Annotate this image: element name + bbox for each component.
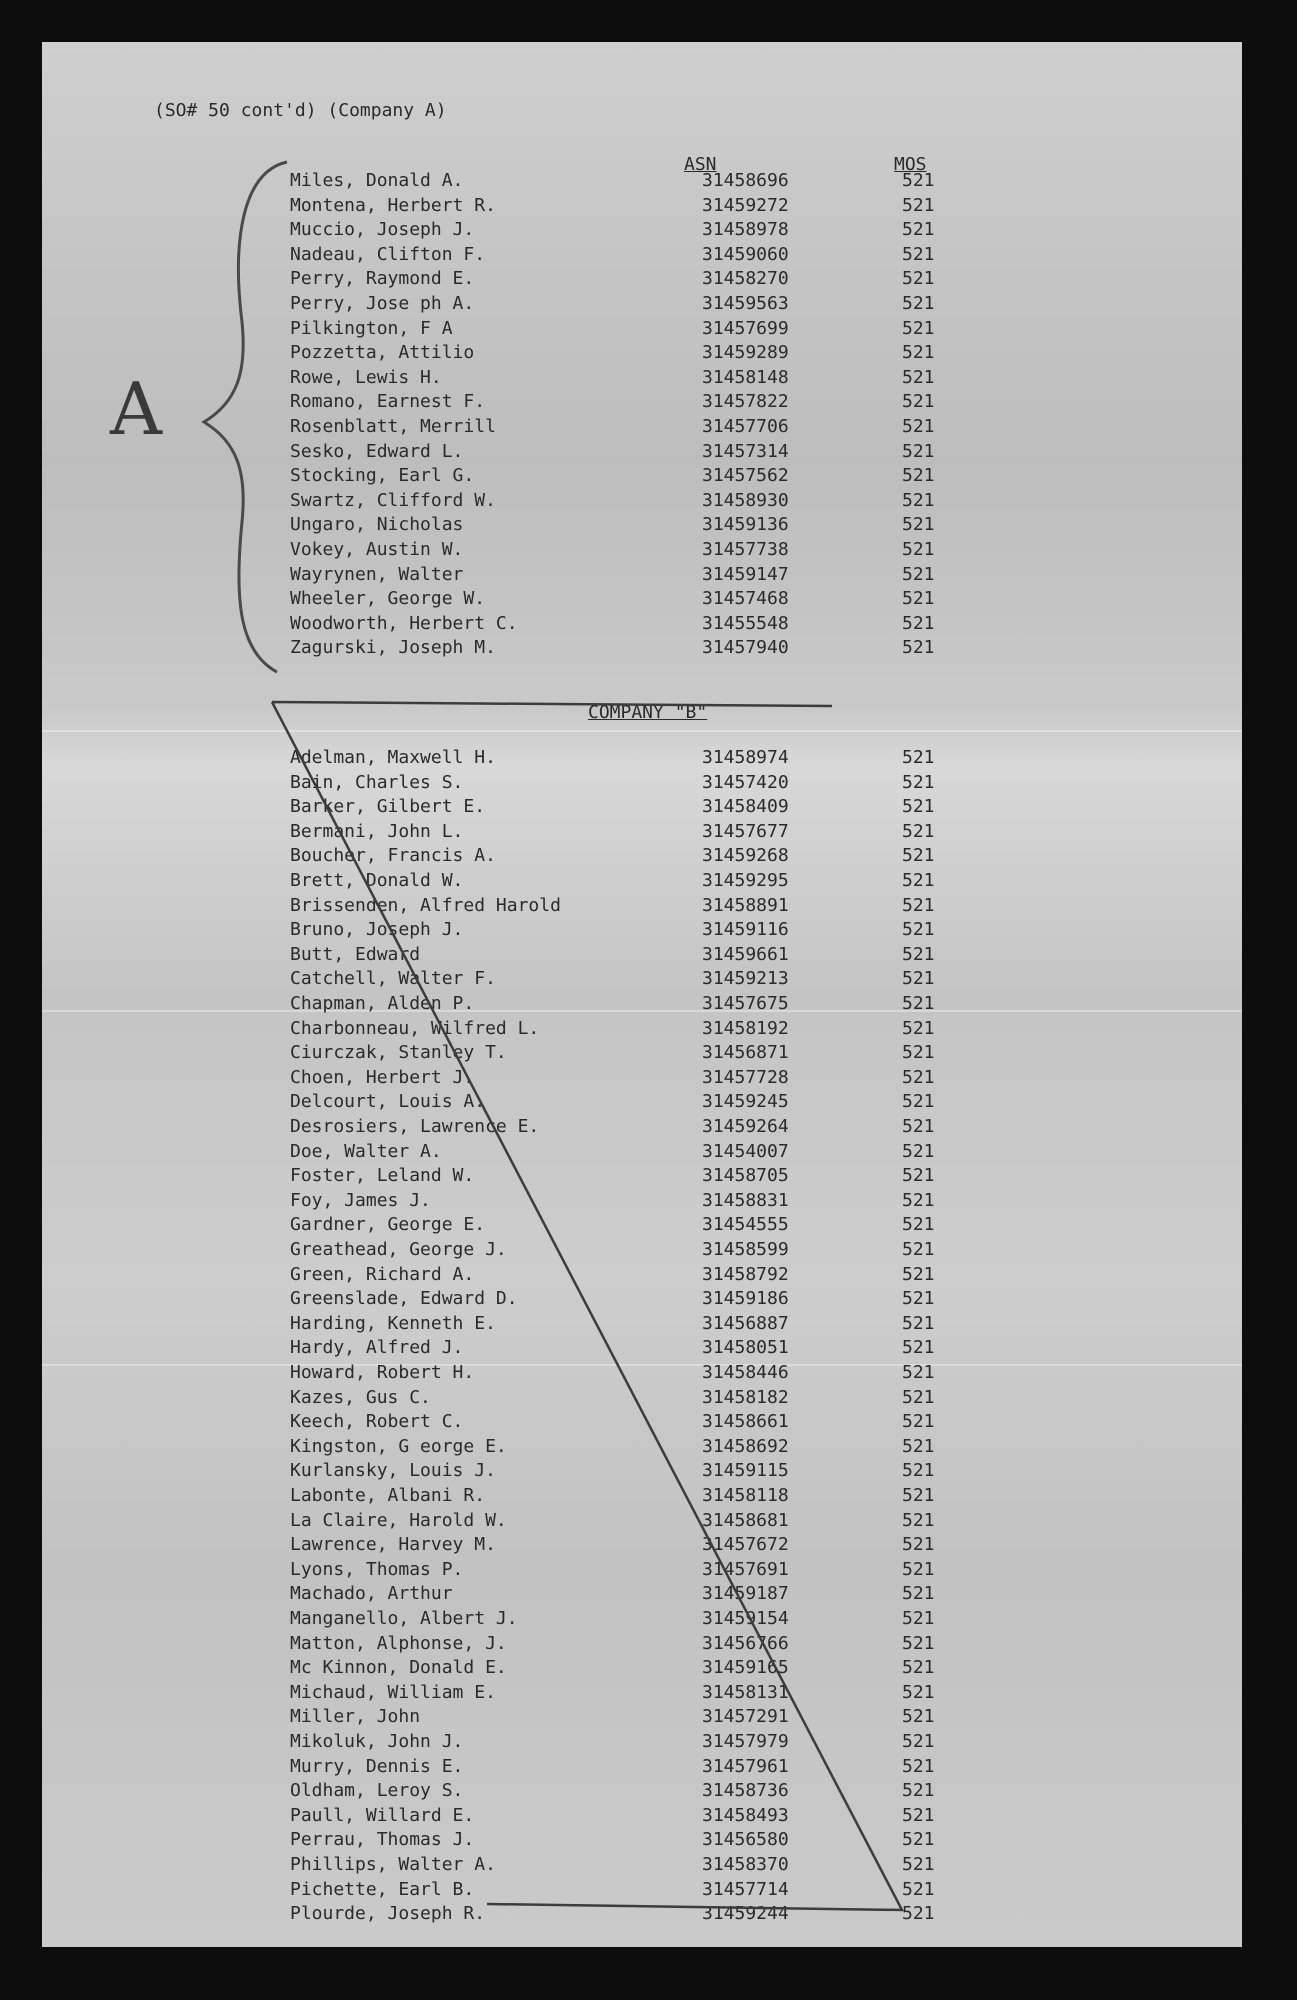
mos-code: 521 xyxy=(902,1755,935,1777)
order-header: (SO# 50 cont'd) (Company A) xyxy=(154,100,447,121)
serial-number: 31456887 xyxy=(702,1312,789,1334)
soldier-name: Sesko, Edward L. xyxy=(290,440,464,462)
mos-code: 521 xyxy=(902,1632,935,1654)
mos-code: 521 xyxy=(902,820,935,842)
soldier-name: Matton, Alphonse, J. xyxy=(290,1632,507,1654)
soldier-name: Montena, Herbert R. xyxy=(290,194,496,216)
soldier-name: Phillips, Walter A. xyxy=(290,1854,496,1875)
mos-code: 521 xyxy=(902,1337,935,1359)
soldier-name: Machado, Arthur xyxy=(290,1583,453,1605)
serial-number: 31459187 xyxy=(702,1583,789,1605)
soldier-name: Rowe, Lewis H. xyxy=(290,366,442,388)
soldier-name: Kingston, G eorge E. xyxy=(290,1435,507,1457)
mos-code: 521 xyxy=(902,1386,935,1408)
mos-code: 521 xyxy=(902,1288,935,1310)
mos-code: 521 xyxy=(902,796,935,818)
fold-line xyxy=(42,730,1242,732)
soldier-name: Stocking, Earl G. xyxy=(290,465,475,487)
serial-number: 31458831 xyxy=(702,1189,789,1211)
soldier-name: Murry, Dennis E. xyxy=(290,1755,464,1777)
serial-number: 31457961 xyxy=(702,1755,789,1777)
mos-code: 521 xyxy=(902,465,935,487)
soldier-name: Ciurczak, Stanley T. xyxy=(290,1042,507,1064)
serial-number: 31457714 xyxy=(702,1878,789,1900)
serial-number: 31458446 xyxy=(702,1362,789,1383)
serial-number: 31458705 xyxy=(702,1165,789,1187)
soldier-name: Wheeler, George W. xyxy=(290,588,486,610)
serial-number: 31458792 xyxy=(702,1263,789,1285)
serial-number: 31454007 xyxy=(702,1140,789,1162)
handwritten-marks xyxy=(42,42,1242,1947)
soldier-name: Ungaro, Nicholas xyxy=(290,514,464,536)
mos-column-header: MOS xyxy=(894,154,927,175)
soldier-name: Labonte, Albani R. xyxy=(290,1485,486,1506)
mos-code: 521 xyxy=(902,539,935,560)
bracket-mark xyxy=(204,162,287,672)
mos-code: 521 xyxy=(902,1878,935,1900)
serial-number: 31459154 xyxy=(702,1608,789,1629)
soldier-name: Oldham, Leroy S. xyxy=(290,1780,464,1802)
mos-code: 521 xyxy=(902,968,935,990)
serial-number: 31459147 xyxy=(702,563,789,585)
serial-number: 31458270 xyxy=(702,268,789,290)
mos-code: 521 xyxy=(902,514,935,536)
soldier-name: Foy, James J. xyxy=(290,1189,431,1211)
mos-code: 521 xyxy=(902,637,935,659)
soldier-name: Romano, Earnest F. xyxy=(290,391,486,413)
soldier-name: Perrau, Thomas J. xyxy=(290,1829,475,1851)
serial-number: 31454555 xyxy=(702,1214,789,1236)
serial-number: 31458978 xyxy=(702,219,789,241)
serial-number: 31458974 xyxy=(702,747,789,768)
soldier-name: Brissenden, Alfred Harold xyxy=(290,894,561,916)
soldier-name: Muccio, Joseph J. xyxy=(290,219,475,241)
soldier-name: Chapman, Alden P. xyxy=(290,993,475,1014)
soldier-name: Perry, Raymond E. xyxy=(290,268,475,290)
soldier-name: Bruno, Joseph J. xyxy=(290,919,464,941)
soldier-name: Swartz, Clifford W. xyxy=(290,489,496,511)
serial-number: 31455548 xyxy=(702,612,789,634)
mos-code: 521 xyxy=(902,170,935,191)
mos-code: 521 xyxy=(902,1854,935,1875)
mos-code: 521 xyxy=(902,1608,935,1629)
serial-number: 31458736 xyxy=(702,1780,789,1802)
serial-number: 31457691 xyxy=(702,1558,789,1580)
mos-code: 521 xyxy=(902,1780,935,1802)
mos-code: 521 xyxy=(902,1804,935,1826)
serial-number: 31458192 xyxy=(702,1017,789,1039)
serial-number: 31458692 xyxy=(702,1435,789,1457)
serial-number: 31458891 xyxy=(702,894,789,916)
soldier-name: Miles, Donald A. xyxy=(290,170,464,191)
serial-number: 31459136 xyxy=(702,514,789,536)
soldier-name: Doe, Walter A. xyxy=(290,1140,442,1162)
soldier-name: Foster, Leland W. xyxy=(290,1165,475,1187)
soldier-name: Miller, John xyxy=(290,1706,421,1728)
serial-number: 31459186 xyxy=(702,1288,789,1310)
mos-code: 521 xyxy=(902,1903,935,1925)
mos-code: 521 xyxy=(902,1435,935,1457)
serial-number: 31459213 xyxy=(702,968,789,990)
soldier-name: Howard, Robert H. xyxy=(290,1362,475,1383)
serial-number: 31457420 xyxy=(702,771,789,793)
mos-code: 521 xyxy=(902,268,935,290)
serial-number: 31459563 xyxy=(702,293,789,314)
soldier-name: Woodworth, Herbert C. xyxy=(290,612,518,634)
soldier-name: Green, Richard A. xyxy=(290,1263,475,1285)
serial-number: 31457699 xyxy=(702,317,789,339)
soldier-name: Keech, Robert C. xyxy=(290,1411,464,1433)
mos-code: 521 xyxy=(902,1140,935,1162)
serial-number: 31457738 xyxy=(702,539,789,560)
soldier-name: Greenslade, Edward D. xyxy=(290,1288,518,1310)
serial-number: 31459060 xyxy=(702,243,789,265)
soldier-name: Nadeau, Clifton F. xyxy=(290,243,486,265)
fold-line xyxy=(42,1364,1242,1366)
mos-code: 521 xyxy=(902,943,935,965)
soldier-name: Plourde, Joseph R. xyxy=(290,1903,486,1925)
serial-number: 31459272 xyxy=(702,194,789,216)
soldier-name: Paull, Willard E. xyxy=(290,1804,475,1826)
mos-code: 521 xyxy=(902,1312,935,1334)
serial-number: 31457314 xyxy=(702,440,789,462)
soldier-name: Bain, Charles S. xyxy=(290,771,464,793)
margin-note: A xyxy=(110,367,162,451)
mos-code: 521 xyxy=(902,1657,935,1679)
soldier-name: Pichette, Earl B. xyxy=(290,1878,475,1900)
soldier-name: Kazes, Gus C. xyxy=(290,1386,431,1408)
mos-code: 521 xyxy=(902,219,935,241)
soldier-name: Butt, Edward xyxy=(290,943,421,965)
serial-number: 31458681 xyxy=(702,1509,789,1531)
mos-code: 521 xyxy=(902,194,935,216)
soldier-name: Perry, Jose ph A. xyxy=(290,293,475,314)
serial-number: 31456580 xyxy=(702,1829,789,1851)
serial-number: 31459264 xyxy=(702,1116,789,1137)
mos-code: 521 xyxy=(902,1829,935,1851)
serial-number: 31457728 xyxy=(702,1066,789,1088)
soldier-name: Choen, Herbert J. xyxy=(290,1066,475,1088)
serial-number: 31459115 xyxy=(702,1460,789,1482)
mos-code: 521 xyxy=(902,919,935,941)
mos-code: 521 xyxy=(902,243,935,265)
mos-code: 521 xyxy=(902,1485,935,1506)
mos-code: 521 xyxy=(902,1411,935,1433)
serial-number: 31458131 xyxy=(702,1681,789,1703)
mos-code: 521 xyxy=(902,563,935,585)
soldier-name: Harding, Kenneth E. xyxy=(290,1312,496,1334)
serial-number: 31456871 xyxy=(702,1042,789,1064)
serial-number: 31459165 xyxy=(702,1657,789,1679)
soldier-name: Catchell, Walter F. xyxy=(290,968,496,990)
serial-number: 31457675 xyxy=(702,993,789,1014)
mos-code: 521 xyxy=(902,1165,935,1187)
document-page xyxy=(42,42,1242,1947)
soldier-name: Rosenblatt, Merrill xyxy=(290,416,496,437)
fold-line xyxy=(42,1010,1242,1012)
mos-code: 521 xyxy=(902,1189,935,1211)
soldier-name: Bermani, John L. xyxy=(290,820,464,842)
soldier-name: Lyons, Thomas P. xyxy=(290,1558,464,1580)
soldier-name: Greathead, George J. xyxy=(290,1239,507,1260)
soldier-name: Hardy, Alfred J. xyxy=(290,1337,464,1359)
mos-code: 521 xyxy=(902,1460,935,1482)
serial-number: 31459661 xyxy=(702,943,789,965)
soldier-name: Lawrence, Harvey M. xyxy=(290,1534,496,1556)
mos-code: 521 xyxy=(902,1066,935,1088)
soldier-name: Boucher, Francis A. xyxy=(290,845,496,867)
mos-code: 521 xyxy=(902,416,935,437)
mos-code: 521 xyxy=(902,1681,935,1703)
serial-number: 31458051 xyxy=(702,1337,789,1359)
mos-code: 521 xyxy=(902,1706,935,1728)
serial-number: 31457979 xyxy=(702,1731,789,1752)
soldier-name: La Claire, Harold W. xyxy=(290,1509,507,1531)
serial-number: 31458409 xyxy=(702,796,789,818)
mos-code: 521 xyxy=(902,894,935,916)
mos-code: 521 xyxy=(902,1731,935,1752)
soldier-name: Delcourt, Louis A. xyxy=(290,1091,486,1113)
mos-code: 521 xyxy=(902,342,935,364)
serial-number: 31458930 xyxy=(702,489,789,511)
asn-column-header: ASN xyxy=(684,154,717,175)
serial-number: 31458370 xyxy=(702,1854,789,1875)
serial-number: 31458118 xyxy=(702,1485,789,1506)
mos-code: 521 xyxy=(902,1362,935,1383)
soldier-name: Wayrynen, Walter xyxy=(290,563,464,585)
serial-number: 31457672 xyxy=(702,1534,789,1556)
serial-number: 31457291 xyxy=(702,1706,789,1728)
mos-code: 521 xyxy=(902,293,935,314)
soldier-name: Mc Kinnon, Donald E. xyxy=(290,1657,507,1679)
serial-number: 31457940 xyxy=(702,637,789,659)
soldier-name: Desrosiers, Lawrence E. xyxy=(290,1116,540,1137)
mos-code: 521 xyxy=(902,1534,935,1556)
mos-code: 521 xyxy=(902,1042,935,1064)
mos-code: 521 xyxy=(902,1239,935,1260)
mos-code: 521 xyxy=(902,588,935,610)
company-b-heading: COMPANY "B" xyxy=(588,702,708,723)
mos-code: 521 xyxy=(902,1558,935,1580)
mos-code: 521 xyxy=(902,489,935,511)
mos-code: 521 xyxy=(902,870,935,891)
mos-code: 521 xyxy=(902,1116,935,1137)
soldier-name: Charbonneau, Wilfred L. xyxy=(290,1017,540,1039)
serial-number: 31459116 xyxy=(702,919,789,941)
serial-number: 31457468 xyxy=(702,588,789,610)
soldier-name: Manganello, Albert J. xyxy=(290,1608,518,1629)
serial-number: 31458661 xyxy=(702,1411,789,1433)
serial-number: 31458599 xyxy=(702,1239,789,1260)
serial-number: 31456766 xyxy=(702,1632,789,1654)
serial-number: 31459245 xyxy=(702,1091,789,1113)
soldier-name: Michaud, William E. xyxy=(290,1681,496,1703)
soldier-name: Brett, Donald W. xyxy=(290,870,464,891)
mos-code: 521 xyxy=(902,1263,935,1285)
soldier-name: Zagurski, Joseph M. xyxy=(290,637,496,659)
mos-code: 521 xyxy=(902,1583,935,1605)
soldier-name: Kurlansky, Louis J. xyxy=(290,1460,496,1482)
serial-number: 31457706 xyxy=(702,416,789,437)
serial-number: 31459268 xyxy=(702,845,789,867)
mos-code: 521 xyxy=(902,366,935,388)
serial-number: 31457677 xyxy=(702,820,789,842)
soldier-name: Mikoluk, John J. xyxy=(290,1731,464,1752)
mos-code: 521 xyxy=(902,1091,935,1113)
serial-number: 31458696 xyxy=(702,170,789,191)
soldier-name: Pozzetta, Attilio xyxy=(290,342,475,364)
mos-code: 521 xyxy=(902,612,935,634)
soldier-name: Vokey, Austin W. xyxy=(290,539,464,560)
mos-code: 521 xyxy=(902,1214,935,1236)
serial-number: 31457822 xyxy=(702,391,789,413)
mos-code: 521 xyxy=(902,747,935,768)
serial-number: 31458493 xyxy=(702,1804,789,1826)
mos-code: 521 xyxy=(902,1509,935,1531)
soldier-name: Pilkington, F A xyxy=(290,317,453,339)
soldier-name: Adelman, Maxwell H. xyxy=(290,747,496,768)
soldier-name: Barker, Gilbert E. xyxy=(290,796,486,818)
mos-code: 521 xyxy=(902,317,935,339)
mos-code: 521 xyxy=(902,993,935,1014)
serial-number: 31459289 xyxy=(702,342,789,364)
mos-code: 521 xyxy=(902,391,935,413)
mos-code: 521 xyxy=(902,440,935,462)
mos-code: 521 xyxy=(902,845,935,867)
serial-number: 31457562 xyxy=(702,465,789,487)
mos-code: 521 xyxy=(902,1017,935,1039)
serial-number: 31459244 xyxy=(702,1903,789,1925)
serial-number: 31458148 xyxy=(702,366,789,388)
serial-number: 31459295 xyxy=(702,870,789,891)
mos-code: 521 xyxy=(902,771,935,793)
soldier-name: Gardner, George E. xyxy=(290,1214,486,1236)
serial-number: 31458182 xyxy=(702,1386,789,1408)
